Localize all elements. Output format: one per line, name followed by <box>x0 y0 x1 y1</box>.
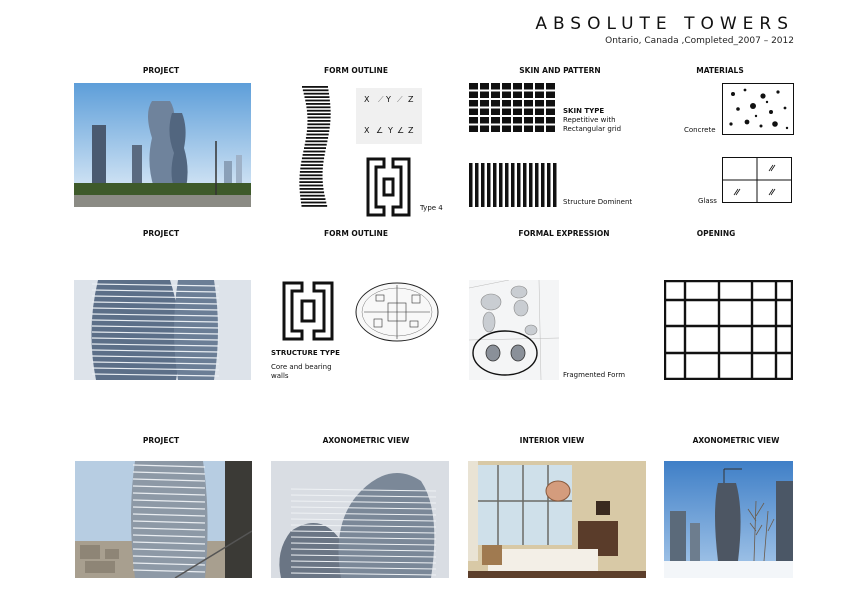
skin-grid-cell <box>535 117 544 124</box>
type4-plan-diagram <box>366 157 411 217</box>
axonometric-photo-winter <box>664 461 793 578</box>
elevation-slab <box>306 103 330 105</box>
row3-project-header: PROJECT <box>142 436 180 445</box>
skin-grid-cell <box>524 92 533 99</box>
elevation-slab <box>299 181 322 183</box>
skin-grid-cell <box>524 117 533 124</box>
elevation-slab <box>301 205 327 207</box>
structure-bar <box>487 163 491 207</box>
skin-grid-cell <box>535 109 544 116</box>
page-title: ABSOLUTE TOWERS <box>535 14 794 34</box>
skin-grid-cell <box>480 100 489 107</box>
skin-grid-cell <box>491 83 500 90</box>
structure-bar <box>517 163 521 207</box>
skin-grid-cell <box>491 117 500 124</box>
structure-bar <box>499 163 503 207</box>
elevation-slab <box>304 93 329 95</box>
skin-grid-cell <box>469 117 478 124</box>
elevation-slab <box>305 144 327 146</box>
skin-grid-cell <box>491 100 500 107</box>
skin-grid-cell <box>524 100 533 107</box>
row2-form-outline-header: FORM OUTLINE <box>324 229 388 238</box>
floor-plan-drawing <box>354 281 440 343</box>
skin-grid-cell <box>491 109 500 116</box>
axis-x-bottom: X <box>364 126 370 135</box>
skin-grid-cell <box>524 83 533 90</box>
structure-type-desc-1: Core and bearing <box>271 363 332 371</box>
axonometric-photo-towers <box>271 461 449 578</box>
skin-grid-cell <box>546 117 555 124</box>
skin-grid-cell <box>546 92 555 99</box>
elevation-slab <box>307 127 330 129</box>
elevation-slab <box>299 185 323 187</box>
row1-project-header: PROJECT <box>142 66 180 75</box>
row2-formal-expression-header: FORMAL EXPRESSION <box>518 229 610 238</box>
structure-bar <box>475 163 479 207</box>
elevation-slab <box>300 188 324 190</box>
skin-grid-cell <box>502 83 511 90</box>
structure-bar <box>469 163 473 207</box>
elevation-slab <box>305 96 330 98</box>
skin-grid-cell <box>513 83 522 90</box>
structure-bar <box>547 163 551 207</box>
page-subtitle: Ontario, Canada ,Completed_2007 – 2012 <box>605 36 794 46</box>
elevation-slab <box>303 151 325 153</box>
elevation-slab <box>306 137 328 139</box>
skin-grid-cell <box>535 126 544 133</box>
angle-mark-1: ∠ <box>376 126 384 135</box>
skin-grid-cell <box>480 109 489 116</box>
elevation-slab <box>307 120 330 122</box>
elevation-slab <box>307 113 330 115</box>
elevation-slab <box>302 157 324 159</box>
project-photo-tower-closeup <box>74 280 251 380</box>
skin-grid-cell <box>469 100 478 107</box>
elevation-slab <box>303 89 329 91</box>
skin-grid-cell <box>513 109 522 116</box>
elevation-slab <box>303 154 325 156</box>
structure-type-desc-2: walls <box>271 372 289 380</box>
skin-pattern-grid <box>469 83 557 133</box>
row1-skin-pattern-header: SKIN AND PATTERN <box>519 66 601 75</box>
axis-z-top: Z <box>408 95 414 104</box>
opening-grid-diagram <box>664 280 793 380</box>
skin-grid-cell <box>524 109 533 116</box>
elevation-slab <box>307 130 329 132</box>
skin-grid-cell <box>502 109 511 116</box>
tower-elevation-outline <box>297 84 333 208</box>
skin-grid-cell <box>524 126 533 133</box>
project-photo-skyline <box>74 83 251 207</box>
type4-label: Type 4 <box>420 204 443 212</box>
skin-grid-cell <box>502 92 511 99</box>
axis-z-bottom: Z <box>408 126 414 135</box>
skin-grid-cell <box>535 92 544 99</box>
glass-swatch <box>722 157 792 203</box>
structure-bar <box>493 163 497 207</box>
skin-grid-cell <box>491 92 500 99</box>
elevation-slab <box>301 198 326 200</box>
row1-form-outline-header: FORM OUTLINE <box>324 66 388 75</box>
skin-grid-cell <box>480 117 489 124</box>
skin-grid-cell <box>502 117 511 124</box>
concrete-label: Concrete <box>684 126 716 134</box>
skin-type-desc-1: Repetitive with <box>563 116 616 124</box>
elevation-slab <box>300 171 323 173</box>
skin-grid-cell <box>469 126 478 133</box>
glass-label: Glass <box>698 197 717 205</box>
structure-bar <box>541 163 545 207</box>
row3-interior-header: INTERIOR VIEW <box>519 436 585 445</box>
structure-bar <box>553 163 557 207</box>
skin-grid-cell <box>546 100 555 107</box>
skin-grid-cell <box>469 83 478 90</box>
skin-grid-cell <box>469 109 478 116</box>
structure-bars-pattern <box>469 163 557 207</box>
interior-photo-bedroom <box>468 461 646 578</box>
row1-materials-header: MATERIALS <box>696 66 744 75</box>
concrete-swatch <box>722 83 794 135</box>
structure-bar <box>481 163 485 207</box>
elevation-slab <box>301 202 326 204</box>
row2-project-header: PROJECT <box>142 229 180 238</box>
skin-grid-cell <box>491 126 500 133</box>
structure-bar <box>535 163 539 207</box>
skin-grid-cell <box>480 92 489 99</box>
structure-type-title: STRUCTURE TYPE <box>271 349 340 357</box>
elevation-slab <box>307 117 330 119</box>
axis-rotation-diagram <box>356 88 422 144</box>
row3-axonometric-header-2: AXONOMETRIC VIEW <box>692 436 780 445</box>
elevation-slab <box>301 164 323 166</box>
fragmented-form-label: Fragmented Form <box>563 371 626 379</box>
skin-grid-cell <box>513 100 522 107</box>
skin-grid-cell <box>502 126 511 133</box>
elevation-slab <box>307 123 330 125</box>
elevation-slab <box>306 106 330 108</box>
skin-type-title: SKIN TYPE <box>563 107 605 115</box>
rotate-mark-1: ⟋ <box>378 95 384 104</box>
skin-grid-cell <box>513 126 522 133</box>
structure-dominent-label: Structure Dominent <box>563 198 633 206</box>
skin-type-desc-2: Rectangular grid <box>563 125 622 133</box>
elevation-slab <box>300 191 324 193</box>
elevation-slab <box>304 147 326 149</box>
skin-grid-cell <box>480 83 489 90</box>
skin-grid-cell <box>513 117 522 124</box>
structure-bar <box>523 163 527 207</box>
axis-y-top: Y <box>386 95 391 104</box>
elevation-slab <box>301 161 323 163</box>
row3-axonometric-header-1: AXONOMETRIC VIEW <box>322 436 410 445</box>
skin-grid-cell <box>513 92 522 99</box>
skin-grid-cell <box>480 126 489 133</box>
elevation-slab <box>299 178 322 180</box>
structure-plan-diagram <box>282 281 334 341</box>
row2-opening-header: OPENING <box>696 229 736 238</box>
elevation-slab <box>307 110 331 112</box>
angle-mark-2: ∠ <box>397 126 405 135</box>
structure-bar <box>529 163 533 207</box>
skin-grid-cell <box>535 100 544 107</box>
structure-bar <box>505 163 509 207</box>
skin-grid-cell <box>546 83 555 90</box>
rotate-mark-2: ⟋ <box>397 95 403 104</box>
skin-grid-cell <box>546 126 555 133</box>
elevation-slab <box>305 100 330 102</box>
site-plan-drawing <box>469 280 559 380</box>
axis-x-top: X <box>364 95 370 104</box>
elevation-slab <box>300 195 325 197</box>
axis-y-bottom: Y <box>388 126 393 135</box>
skin-grid-cell <box>469 92 478 99</box>
structure-bar <box>511 163 515 207</box>
project-photo-balcony-view <box>75 461 252 578</box>
elevation-slab <box>302 86 328 88</box>
elevation-slab <box>300 168 323 170</box>
skin-grid-cell <box>535 83 544 90</box>
skin-grid-cell <box>546 109 555 116</box>
elevation-slab <box>300 174 323 176</box>
skin-grid-cell <box>502 100 511 107</box>
elevation-slab <box>306 134 328 136</box>
elevation-slab <box>305 140 327 142</box>
